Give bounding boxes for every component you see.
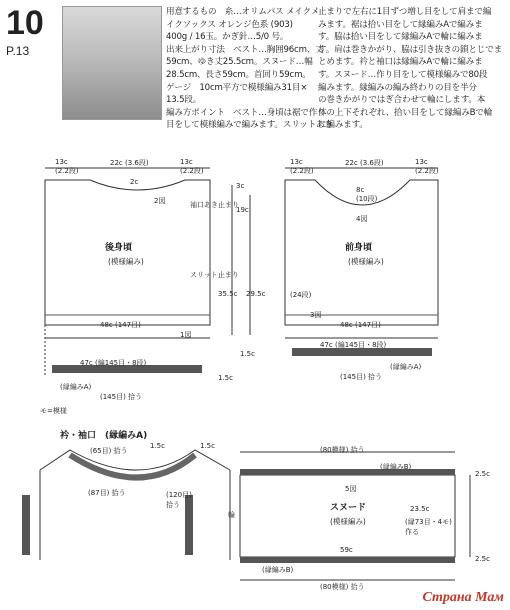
materials-line: 13.5段。 — [166, 95, 202, 106]
back-h2: 29.5c — [246, 290, 266, 298]
back-center-dim: 22c (3.6段) — [110, 159, 149, 167]
back-right-dim: 13c (2.2段) — [180, 158, 204, 175]
collar-title: 衿・袖口 (縁編みA) — [60, 431, 148, 441]
back-label: 後身頃 — [105, 243, 133, 253]
back-left-dim: 13c (2.2段) — [55, 158, 79, 175]
back-h5: 1.5c — [240, 350, 255, 358]
model-photo — [62, 6, 162, 120]
materials-line: イクソックス オレンジ色系 (903) — [166, 19, 293, 30]
collar-outline — [40, 450, 230, 470]
instructions-line: 止まりで左右に1目ずつ増し目をして肩まで編 — [318, 7, 492, 17]
materials-line: 59cm、ゆき丈25.5cm。スヌード…幅 — [166, 57, 313, 68]
collar-width1: 1.5c — [150, 442, 165, 450]
front-right-dim: 13c (2.2段) — [415, 158, 439, 175]
back-h4: 3c — [236, 182, 245, 190]
snood-rows-label: (縁73目・4モ) 作る — [405, 518, 452, 536]
snood-w2: 2.5c — [475, 555, 490, 563]
collar-top-pick: (65目) 拾う — [90, 447, 128, 455]
site-watermark: Страна Мам — [422, 590, 504, 605]
snood-side-label: 輪 — [228, 511, 235, 519]
front-left-dim: 13c (2.2段) — [290, 158, 314, 175]
front-center-dim: 22c (3.6段) — [345, 159, 384, 167]
front-label: 前身頃 — [345, 243, 373, 253]
legend-note: モ=模様 — [40, 407, 67, 415]
back-hem-dim: 47c (編145目・8段) — [80, 359, 147, 367]
front-hem-dim: 47c (編145目・8段) — [320, 341, 387, 349]
materials-line: 用意するもの 糸…オリムパス メイクメ — [166, 7, 320, 17]
back-h1: 35.5c — [218, 290, 238, 298]
snood-label: スヌード — [330, 503, 367, 513]
snood-top-border — [240, 469, 455, 475]
materials-text — [166, 6, 333, 132]
collar-bottom-pick: (87目) 拾う — [88, 489, 126, 497]
snood-w1: 2.5c — [475, 470, 490, 478]
materials-line: 編み方ポイント ベスト…身頃は裾で作り — [166, 107, 326, 118]
pattern-number: 10 — [6, 4, 44, 42]
page-reference: P.13 — [6, 44, 30, 58]
back-neck-dim: 2c — [130, 178, 139, 186]
materials-line: 400g / 16玉。かぎ針…5/0 号。 — [166, 32, 289, 43]
back-badge: 2図 — [154, 197, 166, 205]
materials-line: 目をして模様編みで編みます。スリットあき — [166, 120, 333, 131]
snood-height-dim: 23.5c — [410, 505, 430, 513]
snood-width-dim: 59c — [340, 546, 353, 554]
materials-line: 28.5cm、長さ59cm。首回り59cm。 — [166, 69, 311, 80]
front-badge: 4図 — [356, 215, 368, 223]
back-badge2: 1図 — [180, 331, 192, 339]
instructions-line: に編みます。 — [318, 120, 368, 131]
front-pattern: (模様編み) — [348, 257, 384, 266]
snood-bottom-border — [240, 557, 455, 563]
snood-top-border-label: (縁編みB) — [380, 463, 412, 471]
materials-line: ゲージ 10cm平方で模様編み31目× — [166, 82, 308, 93]
armhole-border-left — [22, 495, 30, 555]
instructions-text — [318, 6, 502, 132]
front-pick-label: (145目) 拾う — [340, 373, 383, 381]
front-width-dim: 48c (147目) — [340, 321, 381, 329]
snood-pattern: (模様編み) — [330, 517, 366, 526]
back-slit-label: スリット止まり — [190, 271, 239, 279]
back-width-dim: 48c (147目) — [100, 321, 141, 329]
back-h3: 19c — [236, 206, 249, 214]
collar-width2: 1.5c — [200, 442, 215, 450]
snood-top-pick: (80模様) 拾う — [320, 446, 365, 454]
snood-badge: 5図 — [345, 485, 357, 493]
instructions-line: 体の上下それぞれ、拾い目をして縁編みBで輪 — [318, 107, 493, 118]
instructions-line: 編みます。縁編みの編み終わりの目を半分 — [318, 82, 477, 93]
snood-bottom-border-label: (縁編みB) — [262, 566, 294, 574]
back-pattern: (模様編み) — [108, 257, 144, 266]
snood-bottom-pick: (80模様) 拾う — [320, 583, 365, 591]
instructions-line: みます。裾は拾い目をして縁編みAで編みま — [318, 19, 483, 30]
instructions-line: とめます。衿と袖口は縁編みAで輪に編みま — [318, 57, 483, 68]
front-side-label: (24段) — [290, 291, 312, 299]
front-badge2: 3図 — [310, 311, 322, 319]
instructions-line: す。肩は巻きかがり、脇は引き抜きの鎖とじでま — [318, 44, 502, 55]
back-border-label: (縁編みA) — [60, 383, 92, 391]
instructions-line: の巻きかがりではぎ合わせて輪にします。本 — [318, 95, 486, 106]
materials-line: 出来上がり寸法 ベスト…胸囲96cm、丈 — [166, 44, 324, 55]
back-pick-label: (145目) 拾う — [100, 393, 143, 401]
armhole-pick: (120目) 拾う — [166, 491, 192, 509]
front-border-label: (縁編みA) — [390, 363, 422, 371]
instructions-line: す。脇は拾い目をして縁編みAで輪に編みま — [318, 32, 483, 43]
collar-border — [70, 455, 195, 478]
back-h6: 1.5c — [218, 374, 233, 382]
diagrams-svg — [0, 140, 510, 610]
instructions-line: す。スヌード…作り目をして模様編みで80段 — [318, 69, 488, 80]
front-neck-dim: 8c (10段) — [356, 186, 378, 203]
back-armhole-label: 袖口あき止まり — [190, 201, 239, 209]
